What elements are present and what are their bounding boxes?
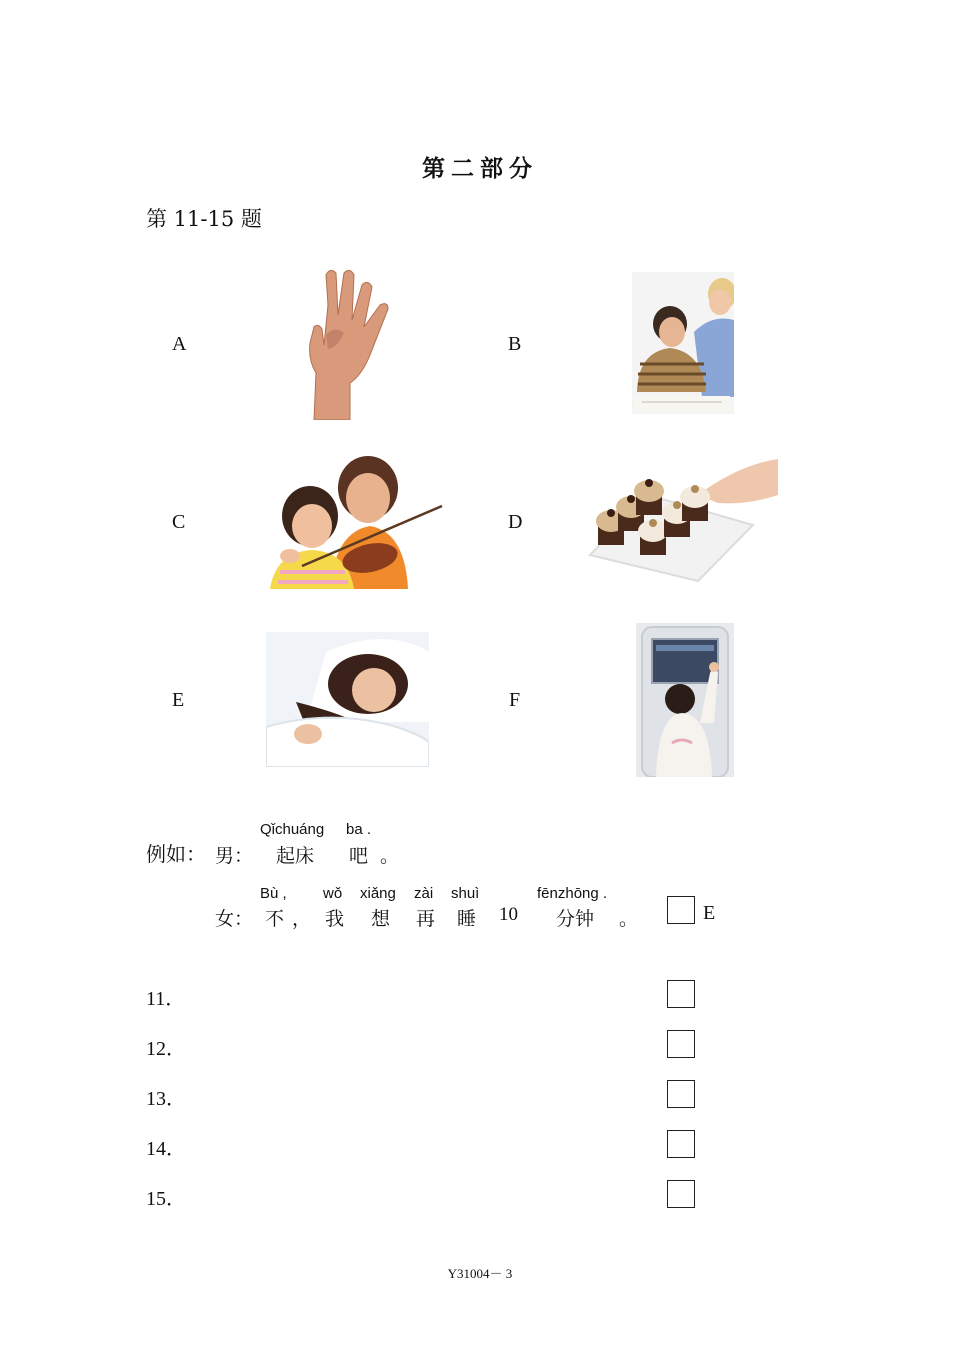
question-14-answer-box[interactable] (667, 1130, 695, 1158)
pinyin-shui: shuì (451, 885, 480, 902)
hanzi-shui: 睡 (457, 908, 477, 930)
cupcakes-plate-photo (588, 455, 778, 583)
example-answer-box (667, 896, 695, 924)
option-letter-a: A (172, 333, 187, 355)
question-13-number: 13． (146, 1088, 186, 1110)
hanzi-ba: 吧 (349, 845, 369, 867)
child-touchscreen-photo (636, 623, 734, 777)
hanzi-wo: 我 (325, 908, 345, 930)
question-range: 第 11-15 题 (146, 207, 262, 231)
hanzi-period-2: 。 (619, 908, 639, 930)
mother-child-violin-photo (250, 454, 445, 589)
option-letter-f: F (509, 689, 521, 711)
hanzi-bu: 不 (265, 908, 285, 930)
example-woman-speaker: 女： (215, 908, 254, 930)
pinyin-ba: ba . (346, 821, 372, 838)
hanzi-zai: 再 (416, 908, 436, 930)
question-12-number: 12． (146, 1038, 186, 1060)
pinyin-xiang: xiǎng (360, 885, 396, 902)
pinyin-wo: wǒ (323, 885, 343, 902)
example-label: 例如： (146, 842, 206, 866)
question-15-answer-box[interactable] (667, 1180, 695, 1208)
woman-sleeping-photo (266, 632, 429, 767)
hanzi-period-1: 。 (380, 845, 400, 867)
pinyin-zai: zài (414, 885, 434, 902)
question-13-answer-box[interactable] (667, 1080, 695, 1108)
hanzi-comma: ， (292, 908, 312, 930)
option-letter-c: C (172, 511, 186, 533)
section-title: 第二部分 (422, 155, 538, 182)
example-man-speaker: 男： (215, 845, 254, 867)
option-letter-d: D (508, 511, 523, 533)
pinyin-qichuang: Qǐchuáng (260, 821, 325, 838)
option-letter-b: B (508, 333, 522, 355)
hanzi-fenzhong: 分钟 (556, 908, 595, 930)
student-and-teacher-photo (632, 272, 734, 414)
pinyin-fenzhong: fēnzhōng . (537, 885, 608, 902)
pinyin-bu: Bù , (260, 885, 287, 902)
hanzi-ten: 10 (499, 904, 518, 925)
option-letter-e: E (172, 689, 185, 711)
page-footer: Y31004－ 3 (447, 1266, 513, 1281)
hand-four-fingers-photo (300, 265, 395, 420)
question-11-answer-box[interactable] (667, 980, 695, 1008)
example-answer-letter: E (703, 902, 716, 924)
question-14-number: 14． (146, 1138, 186, 1160)
question-12-answer-box[interactable] (667, 1030, 695, 1058)
hanzi-xiang: 想 (371, 908, 391, 930)
question-11-number: 11． (146, 988, 186, 1010)
hanzi-qichuang: 起床 (276, 845, 315, 867)
question-15-number: 15． (146, 1188, 186, 1210)
